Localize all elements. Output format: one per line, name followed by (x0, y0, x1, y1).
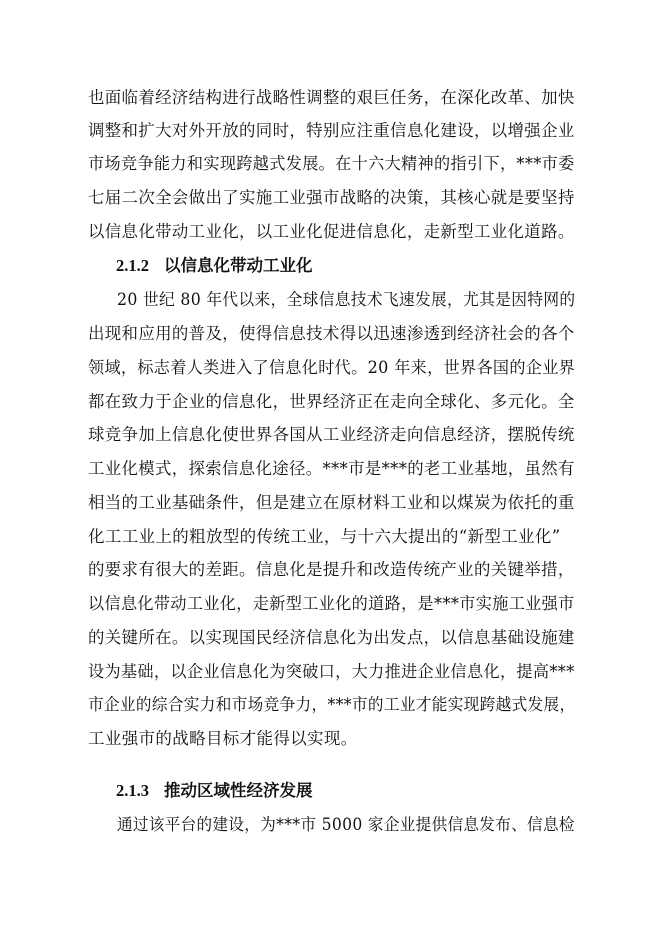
text-line: 设为基础，以企业信息化为突破口，大力推进企业信息化，提高*** (88, 662, 575, 681)
text-line: 七届二次全会做出了实施工业强市战略的决策，其核心就是要坚持 (88, 188, 575, 207)
text-line: 也面临着经济结构进行战略性调整的艰巨任务，在深化改革、加快 (88, 88, 575, 107)
text-line: 市企业的综合实力和市场竞争力，***市的工业才能实现跨越式发展， (88, 695, 576, 714)
text-line: 的要求有很大的差距。信息化是提升和改造传统产业的关键举措， (88, 560, 575, 579)
section-heading-2-1-3 (116, 778, 313, 804)
text-line: 以信息化带动工业化，走新型工业化的道路，是***市实施工业强市 (88, 594, 575, 613)
text-line: 工业化模式，探索信息化途径。***市是***的老工业基地，虽然有 (88, 459, 575, 478)
section-number: 2.1.3 (116, 781, 149, 800)
section-title: 以信息化带动工业化 (164, 256, 313, 275)
text-line: 化工工业上的粗放型的传统工业，与十六大提出的“新型工业化” (88, 527, 561, 546)
text-line: 20 世纪 80 年代以来，全球信息技术飞速发展，尤其是因特网的 (117, 290, 576, 309)
section-heading-2-1-2 (116, 253, 313, 279)
text-line: 工业强市的战略目标才能得以实现。 (88, 729, 358, 748)
section-title: 推动区域性经济发展 (164, 781, 313, 800)
text-line: 领域，标志着人类进入了信息化时代。20 年来，世界各国的企业界 (88, 358, 576, 377)
text-line: 市场竞争能力和实现跨越式发展。在十六大精神的指引下，***市委 (88, 154, 575, 173)
text-line: 球竞争加上信息化使世界各国从工业经济走向信息经济，摆脱传统 (88, 425, 575, 444)
section-number: 2.1.2 (116, 256, 149, 275)
text-line: 通过该平台的建设，为***市 5000 家企业提供信息发布、信息检 (117, 815, 575, 834)
text-line: 都在致力于企业的信息化，世界经济正在走向全球化、多元化。全 (88, 392, 575, 411)
text-line: 相当的工业基础条件，但是建立在原材料工业和以煤炭为依托的重 (88, 493, 575, 512)
text-line: 出现和应用的普及，使得信息技术得以迅速渗透到经济社会的各个 (88, 324, 575, 343)
text-line: 的关键所在。以实现国民经济信息化为出发点，以信息基础设施建 (88, 628, 575, 647)
text-line: 以信息化带动工业化，以工业化促进信息化，走新型工业化道路。 (88, 222, 575, 241)
text-line: 调整和扩大对外开放的同时，特别应注重信息化建设，以增强企业 (88, 121, 575, 140)
